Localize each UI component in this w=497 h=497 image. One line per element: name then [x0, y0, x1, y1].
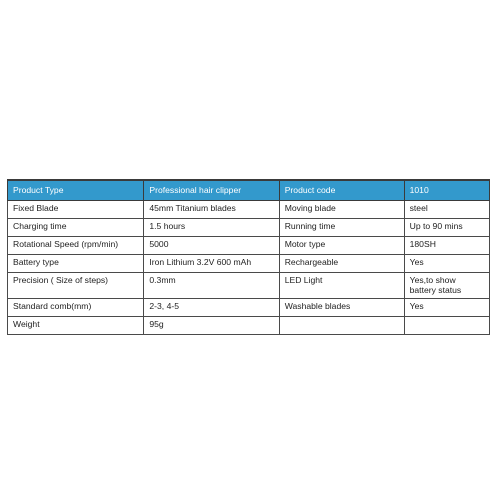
header-cell-product-type-value: Professional hair clipper	[144, 180, 279, 201]
product-spec-table	[7, 179, 490, 335]
empty-cell	[404, 317, 489, 335]
spec-value-cell: Up to 90 mins	[404, 219, 489, 237]
table-header-row	[8, 180, 490, 201]
table-row	[8, 255, 490, 273]
table-row	[8, 317, 490, 335]
spec-label-cell: Rechargeable	[279, 255, 404, 273]
spec-label-cell: Motor type	[279, 237, 404, 255]
table-row	[8, 201, 490, 219]
spec-label-cell: Fixed Blade	[8, 201, 144, 219]
spec-label-cell: LED Light	[279, 273, 404, 299]
spec-label-cell: Running time	[279, 219, 404, 237]
spec-label-cell: Battery type	[8, 255, 144, 273]
table-row	[8, 237, 490, 255]
spec-value-cell: 0.3mm	[144, 273, 279, 299]
spec-value-cell: Iron Lithium 3.2V 600 mAh	[144, 255, 279, 273]
spec-value-cell: 180SH	[404, 237, 489, 255]
header-cell-product-code-label: Product code	[279, 180, 404, 201]
spec-value-cell: steel	[404, 201, 489, 219]
spec-value-cell: Yes,to show battery status	[404, 273, 489, 299]
spec-label-cell: Rotational Speed (rpm/min)	[8, 237, 144, 255]
spec-value-cell: 5000	[144, 237, 279, 255]
spec-label-cell: Charging time	[8, 219, 144, 237]
header-cell-product-code-value: 1010	[404, 180, 489, 201]
header-cell-product-type-label: Product Type	[8, 180, 144, 201]
empty-cell	[279, 317, 404, 335]
spec-value-cell: 1.5 hours	[144, 219, 279, 237]
spec-value-cell: Yes	[404, 255, 489, 273]
spec-label-cell: Washable blades	[279, 299, 404, 317]
table-row	[8, 299, 490, 317]
spec-value-cell: 95g	[144, 317, 279, 335]
table-row	[8, 273, 490, 299]
spec-value-cell: 45mm Titanium blades	[144, 201, 279, 219]
spec-value-cell: Yes	[404, 299, 489, 317]
table-row	[8, 219, 490, 237]
spec-label-cell: Precision ( Size of steps)	[8, 273, 144, 299]
spec-value-cell: 2-3, 4-5	[144, 299, 279, 317]
spec-label-cell: Moving blade	[279, 201, 404, 219]
spec-label-cell: Weight	[8, 317, 144, 335]
spec-label-cell: Standard comb(mm)	[8, 299, 144, 317]
